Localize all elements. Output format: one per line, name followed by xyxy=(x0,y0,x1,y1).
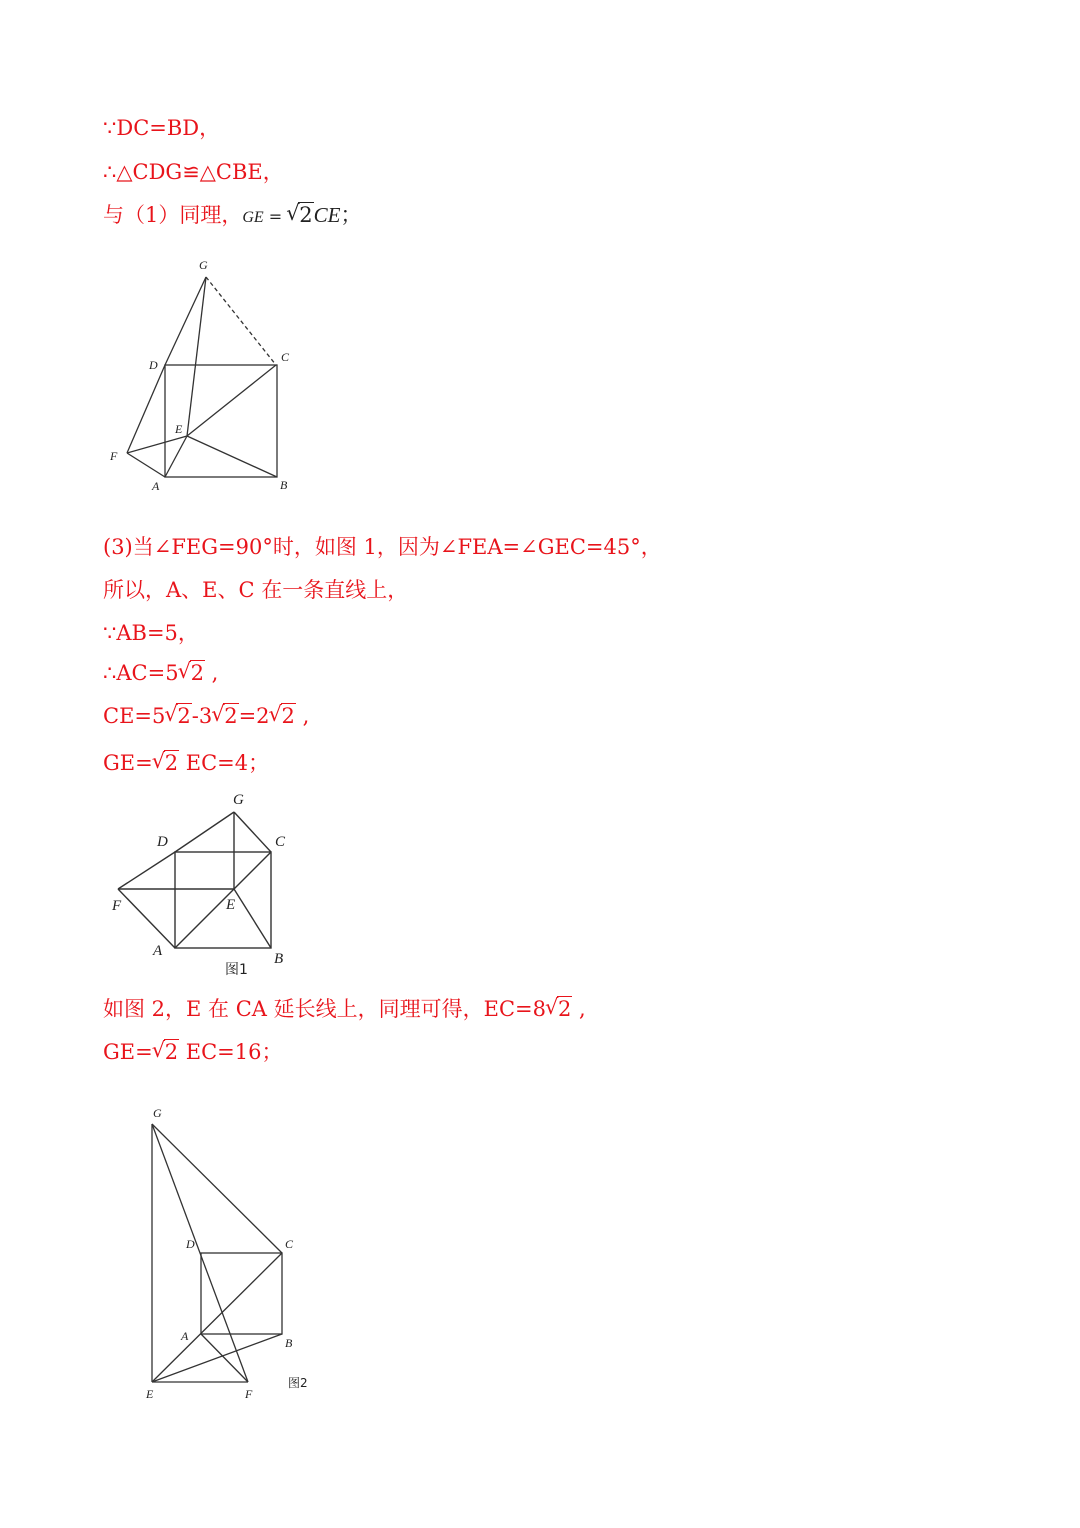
figure-1 xyxy=(100,785,320,985)
sqrt-symbol: √ 2 xyxy=(270,704,296,728)
line-collinear: 所以，A、E、C 在一条直线上， xyxy=(103,578,409,602)
caption-figure-1: 图1 xyxy=(225,962,248,978)
caption-figure-2: 图2 xyxy=(288,1376,308,1390)
label-c: C xyxy=(275,834,286,850)
label-a: A xyxy=(153,943,163,959)
line-ge-eq-4: GE=√ 2 EC=4； xyxy=(103,747,269,777)
figure-top xyxy=(100,250,320,500)
label-b: B xyxy=(285,1336,293,1350)
label-a: A xyxy=(181,1329,189,1343)
segment-gc xyxy=(152,1124,282,1253)
label-e: E xyxy=(226,897,236,913)
line-ab-eq-5: ∵AB=5， xyxy=(103,621,199,645)
label-d: D xyxy=(186,1237,195,1251)
sqrt-symbol: √ 2 xyxy=(212,704,238,728)
line-ac: ∴AC=5√ 2 , xyxy=(103,661,218,685)
line-dc-eq-bd: ∵DC=BD， xyxy=(103,116,221,140)
label-c: C xyxy=(285,1237,294,1251)
sqrt-symbol: √ 2 xyxy=(179,661,205,685)
segment-df xyxy=(127,365,165,453)
label-f: F xyxy=(110,449,118,463)
square-abcd xyxy=(165,365,277,477)
line-ce: CE=5√ 2-3√ 2=2√ 2 , xyxy=(103,704,309,728)
label-g: G xyxy=(153,1106,162,1120)
segment-af xyxy=(201,1334,248,1382)
segment-fe xyxy=(127,436,187,453)
segment-fa xyxy=(118,889,175,948)
segment-eb xyxy=(234,889,271,948)
segment-gd xyxy=(165,277,206,365)
segment-gd xyxy=(175,812,234,852)
label-f: F xyxy=(112,898,122,914)
segment-ac xyxy=(175,852,271,948)
sqrt-symbol: √ 2 xyxy=(165,704,191,728)
segment-fa xyxy=(127,453,165,477)
label-c: C xyxy=(281,350,290,364)
sqrt-symbol: √ 2 xyxy=(153,751,179,775)
label-g: G xyxy=(233,792,244,808)
label-a: A xyxy=(152,479,160,493)
segment-ec xyxy=(187,365,276,436)
label-e: E xyxy=(146,1387,154,1401)
label-e: E xyxy=(175,422,183,436)
line-same-reason: 与（1）同理，GE = √ 2CE； xyxy=(103,199,362,229)
segment-gc xyxy=(206,277,276,365)
label-f: F xyxy=(245,1387,253,1401)
sqrt-symbol: √ 2 xyxy=(546,997,572,1021)
segment-ec xyxy=(152,1253,282,1382)
segment-ae xyxy=(165,436,187,477)
segment-df xyxy=(118,852,175,889)
segment-eb xyxy=(152,1334,282,1382)
label-b: B xyxy=(274,951,284,967)
label-b: B xyxy=(280,478,288,492)
segment-ge xyxy=(187,277,206,436)
segment-gc xyxy=(234,812,271,852)
figure-2 xyxy=(140,1100,340,1410)
label-d: D xyxy=(149,358,158,372)
sqrt-symbol: √ 2 xyxy=(287,203,313,227)
segment-eb xyxy=(187,436,277,477)
line-figure2-intro: 如图 2，E 在 CA 延长线上，同理可得，EC=8√ 2 , xyxy=(103,993,586,1023)
line-part3: (3)当∠FEG=90°时，如图 1，因为∠FEA=∠GEC=45°， xyxy=(103,535,662,559)
line-congruent: ∴△CDG≌△CBE， xyxy=(103,160,284,184)
line-ge-eq-16: GE=√ 2 EC=16； xyxy=(103,1036,282,1066)
sqrt-symbol: √ 2 xyxy=(153,1040,179,1064)
label-g: G xyxy=(199,258,208,272)
label-d: D xyxy=(157,834,168,850)
